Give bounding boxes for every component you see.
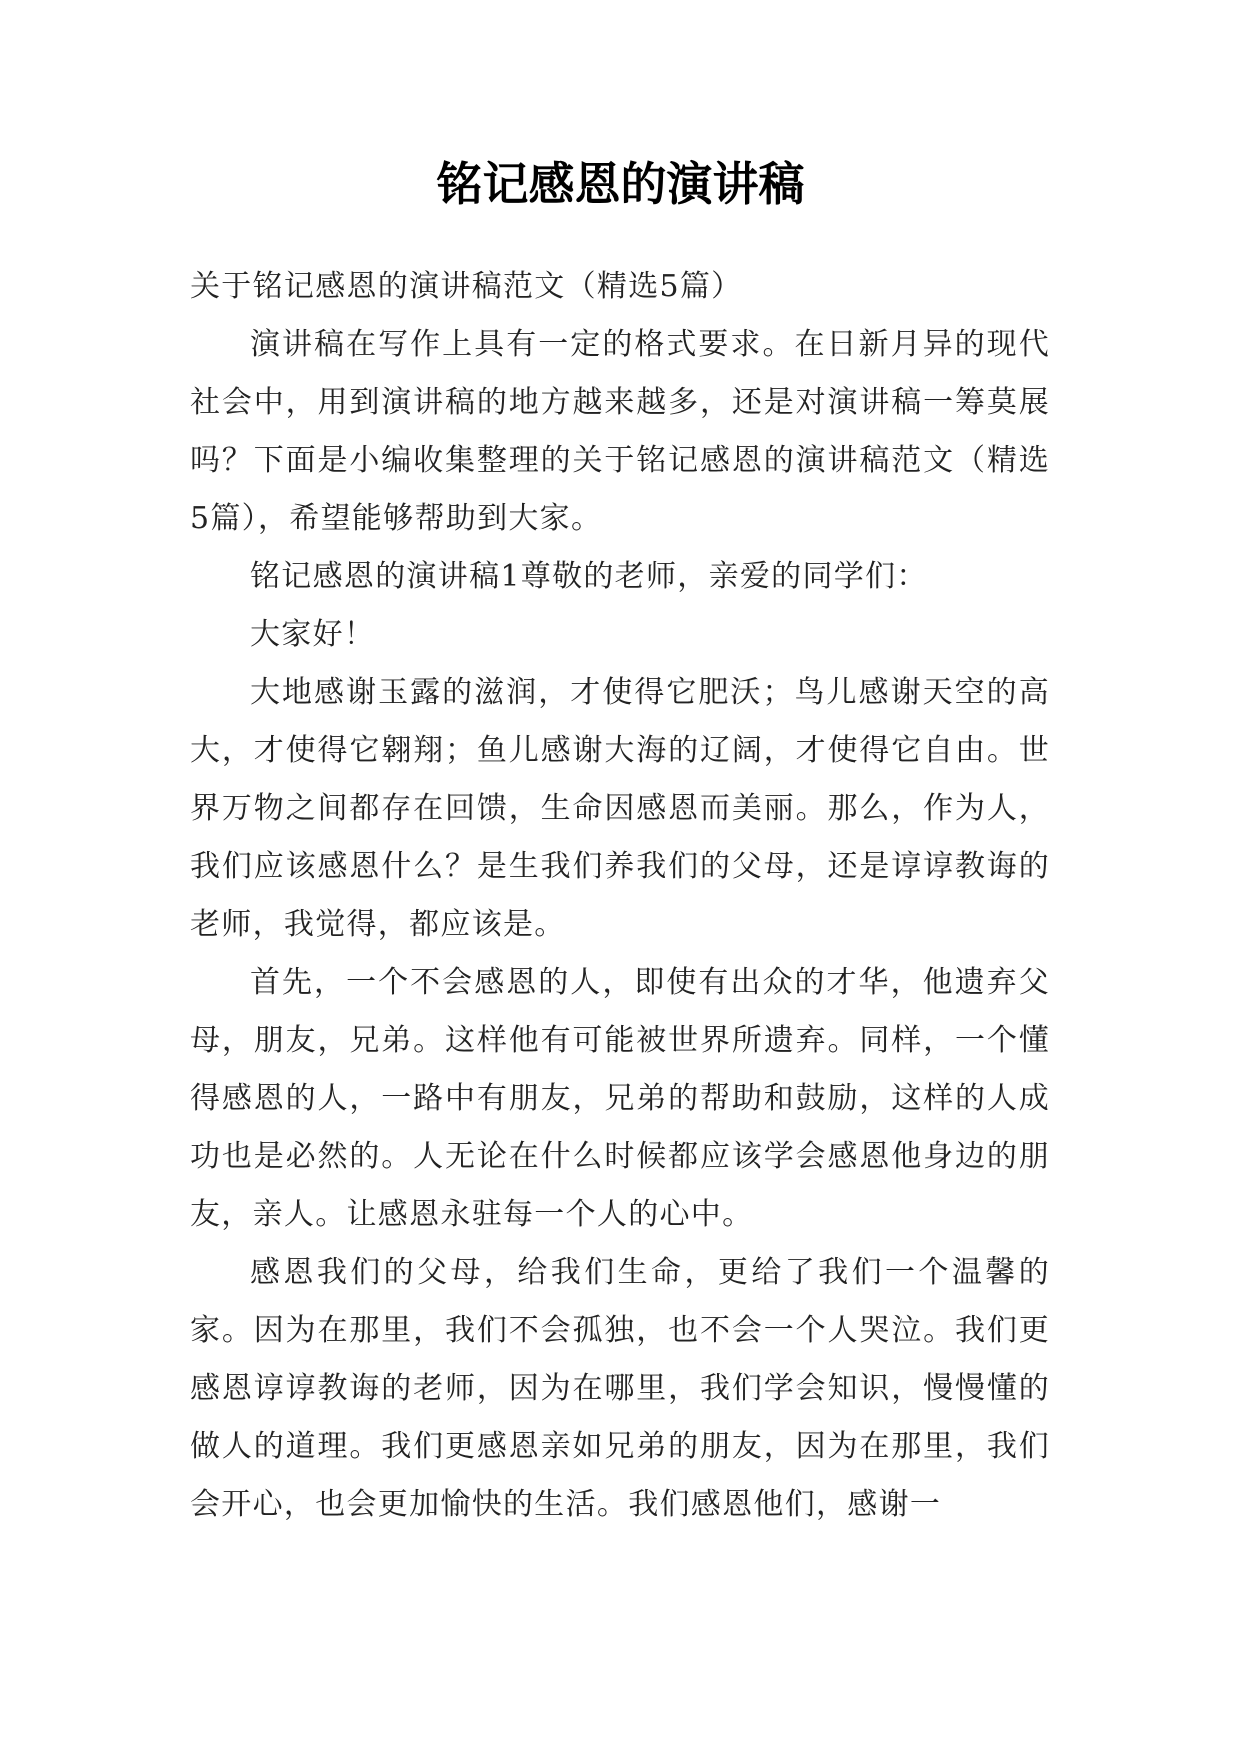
body-paragraph: 感恩我们的父母，给我们生命，更给了我们一个温馨的家。因为在那里，我们不会孤独，也不会一个人哭泣。我们更感恩谆谆教诲的老师，因为在哪里，我们学会知识，慢慢懂的做人的道理。我们更感恩亲如兄弟的朋友，因为在那里，我们会开心，也会更加愉快的生活。我们感恩他们，感谢一 bbox=[190, 1255, 1050, 1522]
document-body bbox=[190, 258, 1050, 1534]
document-title: 铭记感恩的演讲稿 bbox=[436, 157, 805, 211]
intro-paragraph: 演讲稿在写作上具有一定的格式要求。在日新月异的现代社会中，用到演讲稿的地方越来越多，还是对演讲稿一筹莫展吗？下面是小编收集整理的关于铭记感恩的演讲稿范文（精选5篇），希望能够帮助到大家。 bbox=[190, 327, 1050, 536]
subtitle-paragraph: 关于铭记感恩的演讲稿范文（精选5篇） bbox=[190, 269, 743, 304]
greeting-paragraph: 大家好！ bbox=[250, 617, 376, 652]
body-paragraph: 大地感谢玉露的滋润，才使得它肥沃；鸟儿感谢天空的高大，才使得它翱翔；鱼儿感谢大海的辽阔，才使得它自由。世界万物之间都存在回馈，生命因感恩而美丽。那么，作为人，我们应该感恩什么？是生我们养我们的父母，还是谆谆教诲的老师，我觉得，都应该是。 bbox=[190, 675, 1050, 942]
body-paragraph: 首先，一个不会感恩的人，即使有出众的才华，他遗弃父母，朋友，兄弟。这样他有可能被世界所遗弃。同样，一个懂得感恩的人，一路中有朋友，兄弟的帮助和鼓励，这样的人成功也是必然的。人无论在什么时候都应该学会感恩他身边的朋友，亲人。让感恩永驻每一个人的心中。 bbox=[190, 965, 1050, 1232]
speech-heading-paragraph: 铭记感恩的演讲稿1尊敬的老师，亲爱的同学们： bbox=[250, 559, 928, 594]
